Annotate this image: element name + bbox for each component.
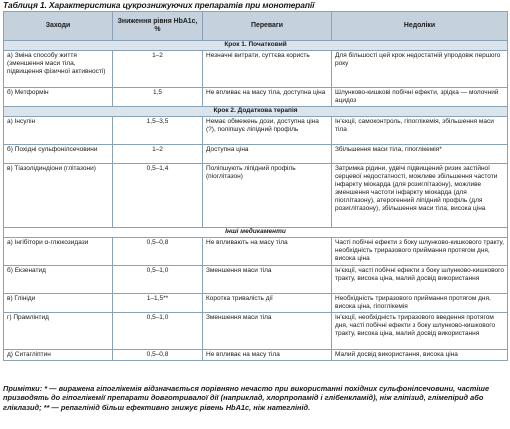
row-pros: Зменшення маси тіла bbox=[203, 313, 332, 350]
row-name: б) Похідні сульфонілсечовини bbox=[4, 145, 113, 164]
row-hba1c: 1–2 bbox=[113, 145, 203, 164]
row-name: в) Глініди bbox=[4, 294, 113, 313]
row-cons: Малий досвід використання, висока ціна bbox=[332, 350, 508, 361]
row-cons: Для більшості цей крок недостатній упродовж першого року bbox=[332, 51, 508, 88]
table-row bbox=[4, 164, 508, 228]
row-cons: Часті побічні ефекти з боку шлунково-кишкового тракту, необхідність триразового приймання протягом дня, висока ціна bbox=[332, 238, 508, 266]
table-row bbox=[4, 350, 508, 361]
table-row bbox=[4, 294, 508, 313]
row-hba1c: 0,5–0,8 bbox=[113, 350, 203, 361]
table-row bbox=[4, 145, 508, 164]
row-pros: Незначні витрати, суттєва користь bbox=[203, 51, 332, 88]
table-row bbox=[4, 117, 508, 145]
header-row bbox=[4, 12, 508, 41]
row-name: г) Прамлінтид bbox=[4, 313, 113, 350]
row-hba1c: 0,5–1,4 bbox=[113, 164, 203, 228]
row-pros: Поліпшують ліпідний профіль (піоглітазон) bbox=[203, 164, 332, 228]
row-name: б) Метформін bbox=[4, 88, 113, 107]
row-pros: Доступна ціна bbox=[203, 145, 332, 164]
drug-table bbox=[3, 11, 508, 361]
row-name: б) Екзенатид bbox=[4, 266, 113, 294]
row-name: в) Тіазолідиндіони (глітазони) bbox=[4, 164, 113, 228]
other-drugs-row bbox=[4, 228, 508, 238]
table-row bbox=[4, 88, 508, 107]
row-name: а) Інгібітори α-глюкозидази bbox=[4, 238, 113, 266]
row-cons: Затримка рідини, удвічі підвищений ризик застійної серцевої недостатності, можливе збільшення частоти інфаркту міокарда (для розиглітазону), можливе зменшення частоти інфаркту міокарда (для піоглітазону), атерогенний ліпідний профіль (для розиглітазону), збільшення маси тіла, висока ціна bbox=[332, 164, 508, 228]
row-hba1c: 1,5 bbox=[113, 88, 203, 107]
step-1-label: Крок 1. Початковий bbox=[4, 41, 508, 51]
row-name: д) Ситагліптин bbox=[4, 350, 113, 361]
step-2-label: Крок 2. Додаткова терапія bbox=[4, 107, 508, 117]
row-cons: Ін'єкції, часті побічні ефекти з боку шлунково-кишкового тракту, висока ціна, малий досвід використання bbox=[332, 266, 508, 294]
row-cons: Ін'єкції, необхідність триразового введення протягом дня, часті побічні ефекти з боку шлунково-кишкового тракту, висока ціна, малий досвід використання bbox=[332, 313, 508, 350]
table-row bbox=[4, 238, 508, 266]
table-row bbox=[4, 266, 508, 294]
header-pros: Переваги bbox=[203, 12, 332, 41]
row-cons: Збільшення маси тіла, гіпоглікемія* bbox=[332, 145, 508, 164]
row-cons: Ін'єкції, самоконтроль, гіпоглікемія, збільшення маси тіла bbox=[332, 117, 508, 145]
row-pros: Не впливають на масу тіла bbox=[203, 238, 332, 266]
row-name: а) Інсулін bbox=[4, 117, 113, 145]
header-hba1c: Зниження рівня HbA1c, % bbox=[113, 12, 203, 41]
step-row bbox=[4, 41, 508, 51]
step-row bbox=[4, 107, 508, 117]
row-pros: Немає обмежень дози, доступна ціна (?), поліпшує ліпідний профіль bbox=[203, 117, 332, 145]
row-cons: Шлунково-кишкові побічні ефекти, зрідка — молочний ацидоз bbox=[332, 88, 508, 107]
row-hba1c: 1–2 bbox=[113, 51, 203, 88]
row-pros: Коротка тривалість дії bbox=[203, 294, 332, 313]
row-hba1c: 0,5–0,8 bbox=[113, 238, 203, 266]
row-hba1c: 1,5–3,5 bbox=[113, 117, 203, 145]
footnote: Примітки: * — виражена гіпоглікемія відзначається порівняно нечасто при використанні похідних сульфонілсечовини, частіше призводять до гіпоглікемії препарати довготривалої дії (наприклад, хлорпропамід і глібенкламід), ніж гліпізид, глімепірид або гліклазид; ** — репаглінід більш ефективно знижує рівень HbA1c, ніж натеглінід. bbox=[3, 384, 490, 412]
row-pros: Зменшення маси тіла bbox=[203, 266, 332, 294]
row-pros: Не впливає на масу тіла bbox=[203, 350, 332, 361]
table-caption: Таблиця 1. Характеристика цукрознижуючих препаратів при монотерапії bbox=[3, 0, 315, 10]
other-drugs-label: Інші медикаменти bbox=[4, 228, 508, 238]
row-hba1c: 0,5–1,0 bbox=[113, 313, 203, 350]
row-cons: Необхідність триразового приймання протягом дня, висока ціна, гіпоглікемія bbox=[332, 294, 508, 313]
row-hba1c: 0,5–1,0 bbox=[113, 266, 203, 294]
row-name: а) Зміна способу життя (зменшення маси тіла, підвищення фізичної активності) bbox=[4, 51, 113, 88]
header-measures: Заходи bbox=[4, 12, 113, 41]
header-cons: Недоліки bbox=[332, 12, 508, 41]
table-row bbox=[4, 313, 508, 350]
row-pros: Не впливає на масу тіла, доступна ціна bbox=[203, 88, 332, 107]
row-hba1c: 1–1,5** bbox=[113, 294, 203, 313]
table-row bbox=[4, 51, 508, 88]
